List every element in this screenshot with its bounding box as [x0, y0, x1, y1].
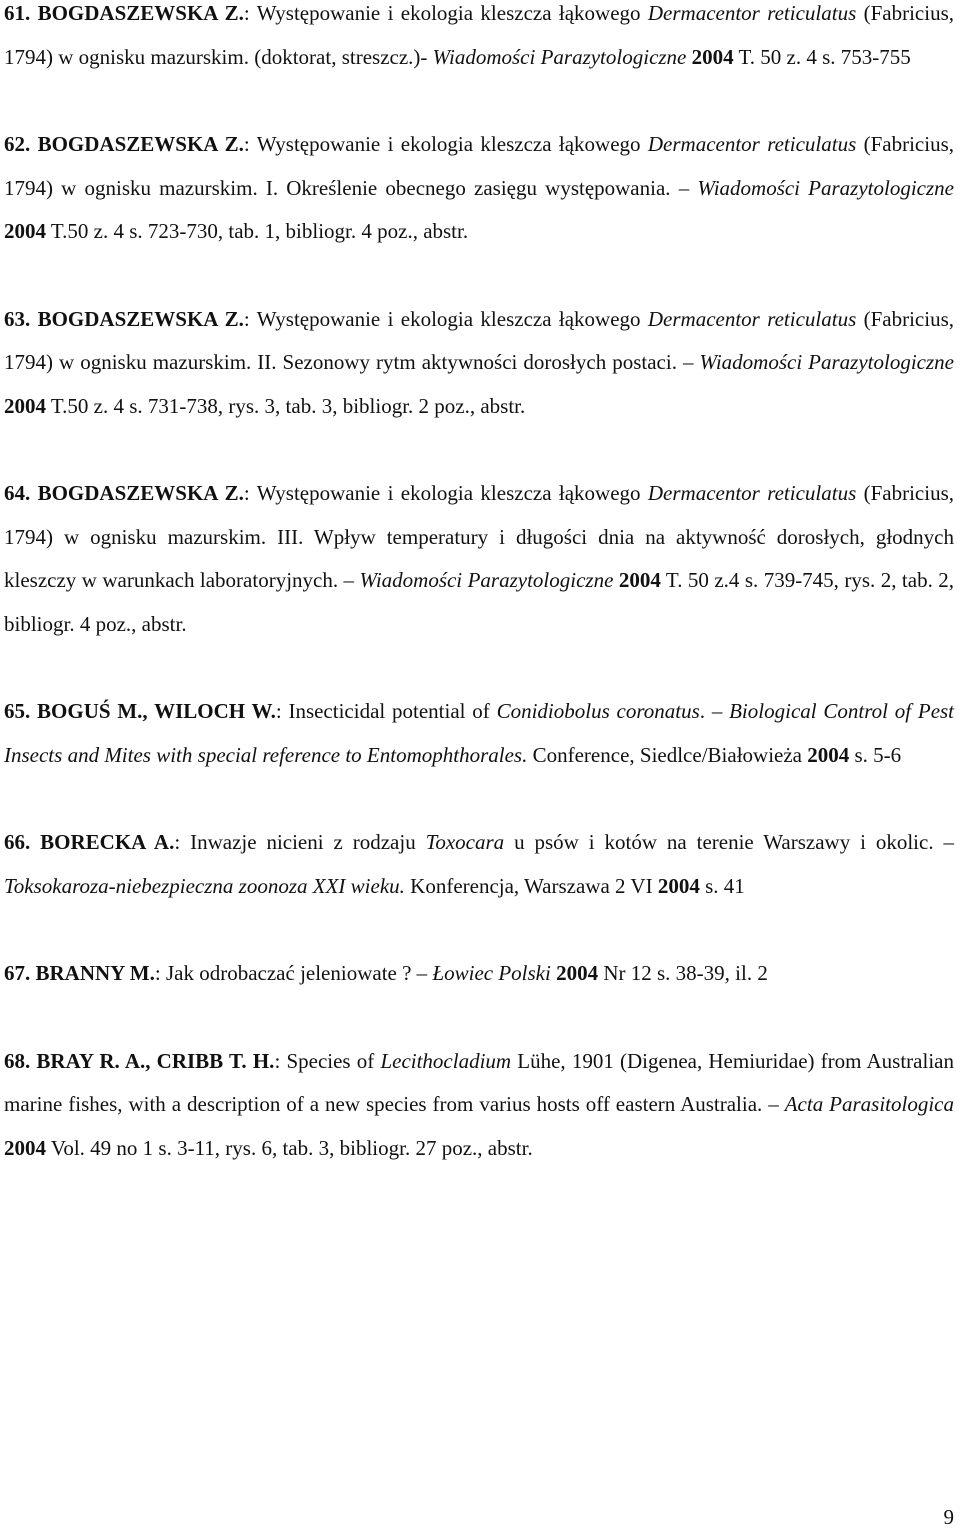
entry-part: : Występowanie i ekologia kleszcza łąkowego — [243, 481, 648, 505]
entry-part: 61. BOGDASZEWSKA Z. — [4, 1, 244, 25]
entry-part: 65. BOGUŚ M., WILOCH W. — [4, 699, 276, 723]
entry-part: 2004 — [4, 393, 46, 418]
entry-part: s. 5-6 — [849, 742, 902, 767]
spacer — [4, 908, 954, 952]
entry-part: T. 50 z.4 s. 739-745, rys. 2, tab. 2, bibliogr. 4 poz., abstr. — [4, 568, 955, 636]
spacer — [4, 79, 954, 123]
entry-part: (Fabricius, 1794) w ognisku mazurskim. (doktorat, streszcz.)- — [4, 1, 954, 69]
entry-part: Nr 12 s. 38-39, il. 2 — [598, 961, 768, 985]
spacer — [4, 254, 954, 298]
entry-part: Biological Control of Pest Insects and Mites with special reference to Entomophthorales. — [4, 699, 955, 767]
entry-part: : Występowanie i ekologia kleszcza łąkowego — [243, 132, 648, 156]
entry-part: Conidiobolus coronatus — [496, 699, 700, 723]
entry-part: T. 50 z. 4 s. 753-755 — [733, 44, 911, 69]
entry-part: Dermacentor reticulatus — [647, 132, 857, 156]
entry-part: : Inwazje nicieni z rodzaju — [174, 830, 426, 854]
page-number: 9 — [943, 1505, 954, 1529]
entry-part: Acta Parasitologica — [784, 1092, 954, 1116]
entry-part: : Species of — [274, 1048, 381, 1073]
entry-part: : Insecticidal potential of — [275, 699, 497, 723]
entry-part: Wiadomości Parazytologiczne — [359, 568, 614, 592]
entry-part: Dermacentor reticulatus — [647, 1, 857, 25]
entry-part: 2004 — [556, 961, 599, 985]
bibliography-entry-64 — [4, 472, 954, 646]
entry-part: s. 41 — [699, 873, 745, 898]
bibliography-page — [4, 0, 954, 1170]
bibliography-entry-66 — [4, 821, 954, 908]
entry-part: : Jak odrobaczać jeleniowate ? – — [154, 961, 433, 985]
bibliography-entry-61 — [4, 0, 954, 79]
entry-part: 2004 — [4, 219, 46, 243]
entry-part: Toxocara — [425, 830, 505, 854]
entry-part: 2004 — [618, 568, 661, 592]
spacer — [4, 428, 954, 472]
entry-part: Dermacentor reticulatus — [647, 306, 857, 331]
entry-part: T.50 z. 4 s. 731-738, rys. 3, tab. 3, bibliogr. 2 poz., abstr. — [46, 393, 526, 418]
bibliography-entry-63 — [4, 298, 954, 429]
entry-part: 62. BOGDASZEWSKA Z. — [4, 132, 244, 156]
entry-part: Wiadomości Parazytologiczne — [699, 350, 954, 374]
entry-part: (Fabricius, 1794) w ognisku mazurskim. III. Wpływ temperatury i długości dnia na aktywność dorosłych, głodnych kleszczy w warunkach laboratoryjnych. – — [4, 481, 954, 592]
entry-part: : Występowanie i ekologia kleszcza łąkowego — [243, 306, 648, 331]
entry-part: . – — [699, 699, 730, 723]
entry-part: 2004 — [4, 1135, 46, 1160]
entry-part: 2004 — [657, 873, 700, 898]
spacer — [4, 996, 954, 1040]
entry-part: u psów i kotów na terenie Warszawy i okolic. – — [504, 830, 954, 854]
entry-part: T.50 z. 4 s. 723-730, tab. 1, bibliogr. 4 poz., abstr. — [46, 219, 469, 243]
entry-part: Dermacentor reticulatus — [647, 481, 857, 505]
entry-part: 63. BOGDASZEWSKA Z. — [4, 306, 244, 331]
entry-part: Toksokaroza-niebezpieczna zoonoza XXI wieku. — [4, 873, 405, 898]
entry-part: 2004 — [807, 742, 850, 767]
entry-part: 66. BORECKA A. — [4, 830, 175, 854]
entry-part: Conference, Siedlce/Białowieża — [527, 742, 808, 767]
bibliography-entry-68 — [4, 1040, 954, 1171]
entry-part: 68. BRAY R. A., CRIBB T. H. — [4, 1048, 275, 1073]
entry-part: Wiadomości Parazytologiczne — [697, 175, 954, 200]
entry-part: Lühe, 1901 (Digenea, Hemiuridae) from Australian marine fishes, with a description of a new species from varius hosts off eastern Australia. – — [4, 1048, 954, 1116]
entry-part: 2004 — [691, 44, 734, 69]
entry-part: Konferencja, Warszawa 2 VI — [404, 873, 658, 898]
bibliography-entry-65 — [4, 690, 954, 777]
entry-part: 64. BOGDASZEWSKA Z. — [4, 481, 244, 505]
spacer — [4, 777, 954, 821]
entry-part: Łowiec Polski — [432, 961, 551, 985]
entry-part: : Występowanie i ekologia kleszcza łąkowego — [243, 1, 648, 25]
spacer — [4, 646, 954, 690]
entry-part: Wiadomości Parazytologiczne — [432, 44, 687, 69]
entry-part: Lecithocladium — [380, 1048, 512, 1073]
entry-part: (Fabricius, 1794) w ognisku mazurskim. I. Określenie obecnego zasięgu występowania. – — [4, 132, 954, 200]
entry-part: (Fabricius, 1794) w ognisku mazurskim. II. Sezonowy rytm aktywności dorosłych postaci. – — [4, 306, 954, 374]
bibliography-entry-67 — [4, 952, 954, 996]
entry-part: Vol. 49 no 1 s. 3-11, rys. 6, tab. 3, bibliogr. 27 poz., abstr. — [46, 1135, 533, 1160]
entry-part: 67. BRANNY M. — [4, 961, 155, 985]
bibliography-entry-62 — [4, 123, 954, 254]
